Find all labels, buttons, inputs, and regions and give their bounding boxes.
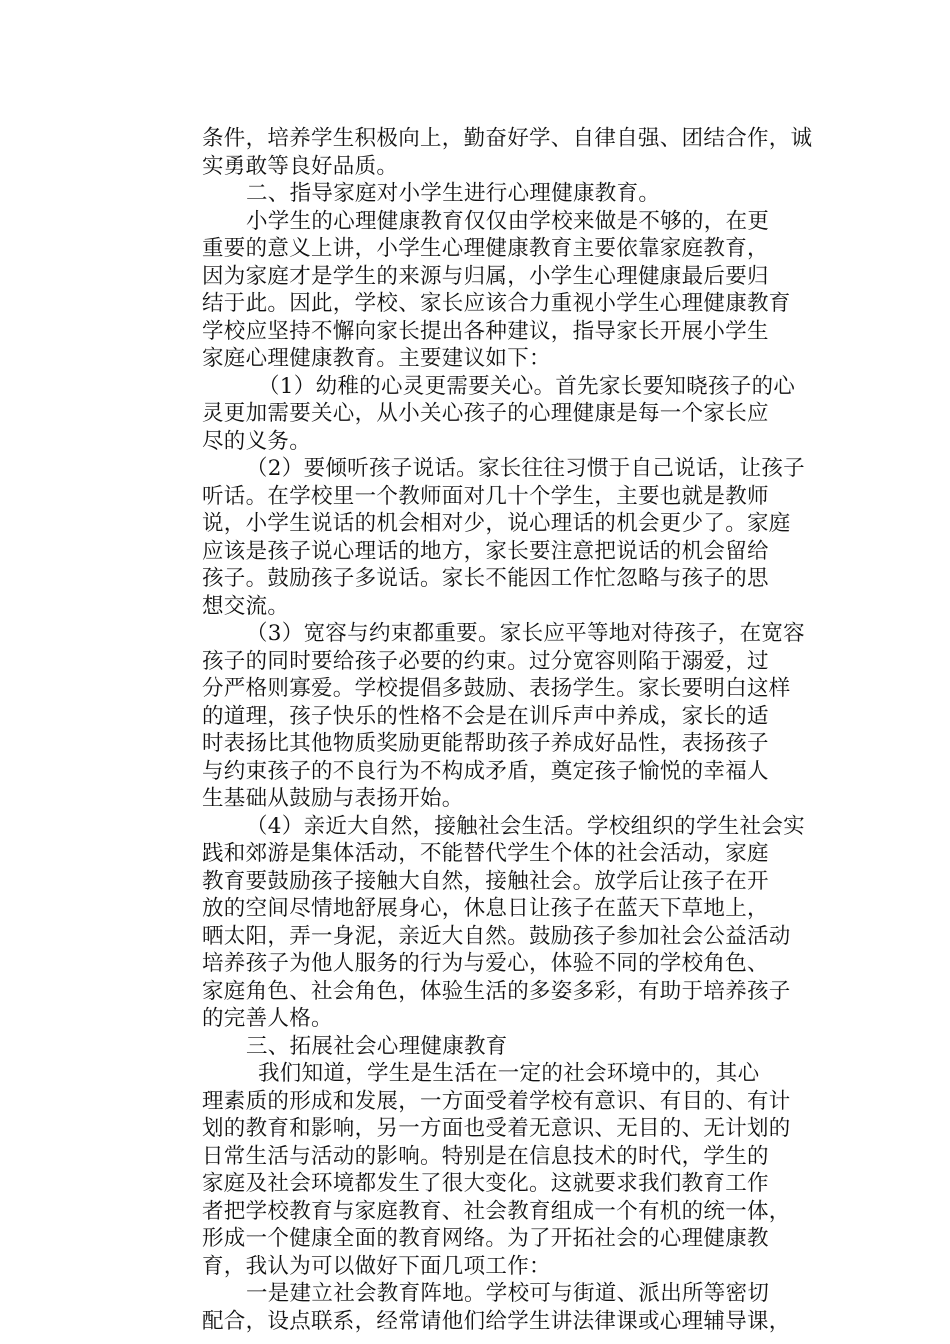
text-line: 的道理，孩子快乐的性格不会是在训斥声中养成，家长的适 <box>202 703 769 729</box>
text-line: 与约束孩子的不良行为不构成矛盾，奠定孩子愉悦的幸福人 <box>202 758 769 784</box>
text-line: 学校应坚持不懈向家长提出各种建议，指导家长开展小学生 <box>202 318 769 344</box>
section-heading: 二、指导家庭对小学生进行心理健康教育。 <box>246 181 661 206</box>
text-line: 日常生活与活动的影响。特别是在信息技术的时代，学生的 <box>202 1143 769 1169</box>
text-line: 听话。在学校里一个教师面对几十个学生，主要也就是教师 <box>202 483 769 509</box>
text-line: 形成一个健康全面的教育网络。为了开拓社会的心理健康教 <box>202 1226 769 1251</box>
text-line: 孩子。鼓励孩子多说话。家长不能因工作忙忽略与孩子的思 <box>202 566 769 591</box>
text-line: 教育要鼓励孩子接触大自然，接触社会。放学后让孩子在开 <box>202 868 769 894</box>
text-line: （3）宽容与约束都重要。家长应平等地对待孩子，在宽容 <box>246 621 805 646</box>
text-line: 配合，设点联系，经常请他们给学生讲法律课或心理辅导课， <box>202 1308 791 1334</box>
text-line: 实勇敢等良好品质。 <box>202 153 399 179</box>
text-line: （4）亲近大自然，接触社会生活。学校组织的学生社会实 <box>246 813 805 839</box>
text-line: 一是建立社会教育阵地。学校可与街道、派出所等密切 <box>246 1281 770 1306</box>
document-body <box>202 125 813 1335</box>
text-line: 生基础从鼓励与表扬开始。 <box>202 786 464 811</box>
text-line: （1）幼稚的心灵更需要关心。首先家长要知晓孩子的心 <box>258 373 796 399</box>
text-line: 尽的义务。 <box>202 428 312 454</box>
text-line: 时表扬比其他物质奖励更能帮助孩子养成好品性，表扬孩子 <box>202 731 769 756</box>
text-line: 家庭心理健康教育。主要建议如下： <box>202 346 551 371</box>
text-line: 晒太阳，弄一身泥，亲近大自然。鼓励孩子参加社会公益活动 <box>202 923 791 949</box>
text-line: 小学生的心理健康教育仅仅由学校来做是不够的，在更 <box>246 208 770 234</box>
section-heading: 三、拓展社会心理健康教育 <box>246 1033 508 1059</box>
text-line: 划的教育和影响，另一方面也受着无意识、无目的、无计划的 <box>202 1116 791 1141</box>
text-line: 育，我认为可以做好下面几项工作： <box>202 1253 551 1279</box>
text-line: （2）要倾听孩子说话。家长往往习惯于自己说话，让孩子 <box>246 456 805 481</box>
text-line: 因为家庭才是学生的来源与归属，小学生心理健康最后要归 <box>202 263 769 289</box>
text-line: 者把学校教育与家庭教育、社会教育组成一个有机的统一体， <box>202 1198 791 1224</box>
text-line: 我们知道，学生是生活在一定的社会环境中的，其心 <box>258 1061 760 1086</box>
text-line: 结于此。因此，学校、家长应该合力重视小学生心理健康教育 <box>202 291 791 316</box>
text-line: 家庭及社会环境都发生了很大变化。这就要求我们教育工作 <box>202 1171 769 1196</box>
text-line: 践和郊游是集体活动，不能替代学生个体的社会活动，家庭 <box>202 841 769 866</box>
text-line: 灵更加需要关心，从小关心孩子的心理健康是每一个家长应 <box>202 401 769 426</box>
text-line: 的完善人格。 <box>202 1006 333 1031</box>
text-line: 分严格则寡爱。学校提倡多鼓励、表扬学生。家长要明白这样 <box>202 676 791 701</box>
text-line: 家庭角色、社会角色，体验生活的多姿多彩，有助于培养孩子 <box>202 978 791 1004</box>
text-line: 放的空间尽情地舒展身心，休息日让孩子在蓝天下草地上， <box>202 896 769 921</box>
text-line: 想交流。 <box>202 593 290 619</box>
text-line: 孩子的同时要给孩子必要的约束。过分宽容则陷于溺爱，过 <box>202 648 769 674</box>
text-line: 说，小学生说话的机会相对少，说心理话的机会更少了。家庭 <box>202 511 791 536</box>
text-line: 培养孩子为他人服务的行为与爱心，体验不同的学校角色、 <box>202 951 769 976</box>
text-line: 条件，培养学生积极向上，勤奋好学、自律自强、团结合作，诚 <box>202 126 813 151</box>
text-line: 应该是孩子说心理话的地方，家长要注意把说话的机会留给 <box>202 538 769 564</box>
text-line: 理素质的形成和发展，一方面受着学校有意识、有目的、有计 <box>202 1088 791 1114</box>
text-line: 重要的意义上讲，小学生心理健康教育主要依靠家庭教育， <box>202 236 769 261</box>
